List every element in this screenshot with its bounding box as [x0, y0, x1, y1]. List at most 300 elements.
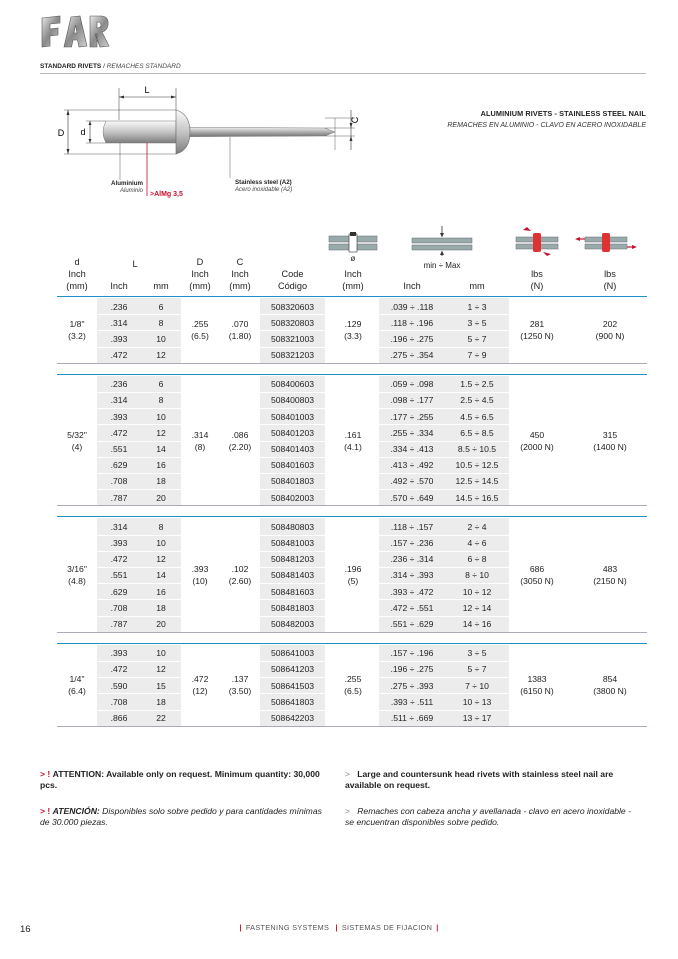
row-separator	[97, 710, 181, 711]
row-separator	[379, 551, 509, 552]
row-separator	[97, 599, 181, 600]
row-separator	[260, 616, 325, 617]
cell-grip-inch: .039 ÷ .118	[390, 301, 434, 312]
row-separator	[97, 535, 181, 536]
cell-L-mm: 16	[156, 586, 166, 597]
row-separator	[379, 441, 509, 442]
product-title: ALUMINIUM RIVETS - STAINLESS STEEL NAIL	[480, 109, 646, 118]
group-bottom-rule	[57, 363, 647, 364]
col-hole-symbol: ø	[350, 254, 356, 263]
cell-D-mm: (8)	[194, 441, 206, 452]
cell-grip-inch: .177 ÷ .255	[390, 411, 434, 422]
cell-L-mm: 14	[156, 570, 166, 581]
row-separator	[97, 424, 181, 425]
row-separator	[260, 441, 325, 442]
row-separator	[379, 710, 509, 711]
row-separator	[379, 408, 509, 409]
cell-hole-inch: .196	[344, 564, 362, 575]
breadcrumb-separator: /	[103, 63, 105, 70]
cell-tensile-n: (3800 N)	[593, 686, 627, 697]
group-top-rule	[57, 374, 647, 375]
col-L-label: L	[132, 259, 138, 269]
row-separator	[260, 693, 325, 694]
dim-D-label: D	[57, 128, 65, 138]
row-separator	[379, 599, 509, 600]
cell-tensile-lbs: 854	[602, 674, 618, 685]
cell-D-mm: (6.5)	[191, 331, 209, 342]
group-bottom-rule	[57, 632, 647, 633]
col-hole-unit-inch: Inch	[344, 269, 362, 279]
row-separator	[379, 424, 509, 425]
cell-code: 508480803	[270, 521, 314, 532]
cell-code: 508321003	[270, 333, 314, 344]
cell-L-mm: 18	[156, 476, 166, 487]
col-C-label: C	[236, 257, 244, 267]
cell-grip-mm: 3 ÷ 5	[467, 648, 487, 659]
cell-L-mm: 12	[156, 664, 166, 675]
row-separator	[97, 677, 181, 678]
footer-right: SISTEMAS DE FIJACION	[341, 923, 433, 932]
note-marker: >	[345, 769, 351, 779]
cell-shear-n: (2000 N)	[520, 441, 554, 452]
cell-L-mm: 8	[158, 317, 164, 328]
note-attention-es	[40, 806, 330, 828]
row-separator	[260, 424, 325, 425]
cell-code: 508481603	[270, 586, 314, 597]
cell-L-mm: 8	[158, 395, 164, 406]
cell-grip-mm: 10 ÷ 13	[462, 696, 492, 707]
cell-grip-inch: .393 ÷ .472	[390, 586, 434, 597]
cell-grip-inch: .492 ÷ .570	[390, 476, 434, 487]
cell-code: 508401403	[270, 444, 314, 455]
group-bottom-rule	[57, 726, 647, 727]
note-attention-en	[40, 769, 330, 791]
cell-grip-mm: 4.5 ÷ 6.5	[460, 411, 494, 422]
col-shear-unit-lbs: lbs	[531, 269, 543, 279]
cell-shear-n: (3050 N)	[520, 576, 554, 587]
col-D-label: D	[196, 257, 204, 267]
row-separator	[97, 567, 181, 568]
cell-L-inch: .393	[110, 333, 128, 344]
row-separator	[97, 661, 181, 662]
cell-d-inch: 5/32"	[67, 429, 87, 440]
cell-grip-mm: 6.5 ÷ 8.5	[460, 427, 494, 438]
row-separator	[379, 661, 509, 662]
brand-logo	[40, 14, 110, 50]
rivet-diagram	[50, 80, 380, 210]
breadcrumb-section: STANDARD RIVETS	[40, 63, 102, 70]
row-separator	[97, 693, 181, 694]
col-grip-mm: mm	[469, 281, 485, 291]
row-separator	[260, 599, 325, 600]
cell-C-mm: (2.60)	[228, 576, 252, 587]
row-separator	[260, 392, 325, 393]
row-separator	[379, 473, 509, 474]
row-separator	[260, 551, 325, 552]
note-text: Remaches con cabeza ancha y avellanada - clavo en acero inoxidable - se encuentran disponibles sobre pedido.	[345, 806, 631, 827]
breadcrumb	[40, 63, 181, 70]
cell-shear-lbs: 450	[529, 429, 545, 440]
row-separator	[260, 347, 325, 348]
row-separator	[260, 473, 325, 474]
cell-hole-inch: .161	[344, 429, 362, 440]
row-separator	[260, 661, 325, 662]
body-material-label: Aluminium	[111, 180, 143, 187]
cell-grip-mm: 10.5 ÷ 12.5	[455, 460, 499, 471]
cell-L-inch: .708	[110, 602, 128, 613]
group-top-rule	[57, 643, 647, 644]
grip-range-icon	[412, 226, 472, 256]
dim-d-label: d	[80, 127, 86, 137]
cell-grip-mm: 2.5 ÷ 4.5	[460, 395, 494, 406]
page-number: 16	[20, 924, 31, 935]
cell-grip-mm: 8.5 ÷ 10.5	[457, 444, 497, 455]
cell-L-mm: 6	[158, 379, 164, 390]
cell-grip-inch: .511 ÷ .669	[390, 713, 434, 724]
cell-L-inch: .314	[110, 395, 128, 406]
row-separator	[97, 314, 181, 315]
cell-shear-lbs: 686	[529, 564, 545, 575]
cell-hole-inch: .129	[344, 319, 362, 330]
col-d-unit-inch: Inch	[68, 269, 86, 279]
row-separator	[260, 710, 325, 711]
cell-grip-mm: 14.5 ÷ 16.5	[455, 492, 499, 503]
row-separator	[260, 677, 325, 678]
col-shear-unit-n: (N)	[530, 281, 544, 291]
cell-grip-mm: 1 ÷ 3	[467, 301, 487, 312]
cell-code: 508642203	[270, 713, 314, 724]
cell-tensile-lbs: 202	[602, 319, 618, 330]
cell-shear-n: (1250 N)	[520, 331, 554, 342]
col-C-unit-inch: Inch	[231, 269, 249, 279]
row-separator	[97, 347, 181, 348]
row-separator	[97, 551, 181, 552]
col-d-label: d	[74, 257, 80, 267]
cell-code: 508401203	[270, 427, 314, 438]
cell-L-inch: .787	[110, 619, 128, 630]
group-bottom-rule	[57, 505, 647, 506]
page-footer: | FASTENING SYSTEMS | SISTEMAS DE FIJACION |	[239, 923, 439, 932]
cell-L-inch: .551	[110, 444, 128, 455]
cell-grip-mm: 7 ÷ 9	[467, 350, 487, 361]
dim-C-label: C	[350, 116, 360, 124]
cell-L-mm: 20	[156, 619, 166, 630]
cell-code: 508320803	[270, 317, 314, 328]
cell-code: 508401603	[270, 460, 314, 471]
cell-C-mm: (3.50)	[228, 686, 252, 697]
cell-L-mm: 12	[156, 427, 166, 438]
col-D-unit-mm: (mm)	[189, 281, 211, 291]
cell-code: 508401003	[270, 411, 314, 422]
cell-D-inch: .472	[191, 674, 209, 685]
cell-grip-inch: .118 ÷ .196	[390, 317, 434, 328]
header-divider	[40, 73, 646, 74]
row-separator	[379, 583, 509, 584]
cell-d-mm: (4.8)	[68, 576, 86, 587]
cell-grip-inch: .196 ÷ .275	[390, 333, 434, 344]
cell-C-inch: .102	[231, 564, 249, 575]
cell-D-inch: .314	[191, 429, 209, 440]
col-L-inch: Inch	[110, 281, 128, 291]
cell-tensile-n: (900 N)	[595, 331, 625, 342]
row-separator	[260, 314, 325, 315]
cell-L-inch: .314	[110, 521, 128, 532]
cell-d-inch: 3/16"	[67, 564, 87, 575]
shear-strength-icon	[516, 227, 558, 256]
body-material-label-es: Aluminio	[119, 188, 143, 194]
cell-hole-mm: (4.1)	[344, 441, 362, 452]
cell-code: 508641203	[270, 664, 314, 675]
row-separator	[260, 535, 325, 536]
col-tensile-unit-n: (N)	[603, 281, 617, 291]
cell-L-inch: .629	[110, 460, 128, 471]
hole-diameter-icon	[329, 232, 377, 252]
cell-L-inch: .393	[110, 411, 128, 422]
row-separator	[379, 567, 509, 568]
cell-code: 508400603	[270, 379, 314, 390]
note-large-head-en	[345, 769, 635, 791]
table-group	[57, 645, 647, 726]
row-separator	[97, 583, 181, 584]
cell-grip-inch: .157 ÷ .236	[390, 538, 434, 549]
cell-grip-inch: .196 ÷ .275	[390, 664, 434, 675]
row-separator	[379, 392, 509, 393]
row-separator	[97, 489, 181, 490]
cell-L-inch: .708	[110, 696, 128, 707]
cell-grip-mm: 2 ÷ 4	[467, 521, 487, 532]
cell-grip-mm: 12 ÷ 14	[462, 602, 492, 613]
cell-d-mm: (4)	[71, 441, 83, 452]
cell-grip-mm: 1.5 ÷ 2.5	[460, 379, 494, 390]
row-separator	[260, 489, 325, 490]
cell-code: 508402003	[270, 492, 314, 503]
cell-L-inch: .472	[110, 554, 128, 565]
cell-grip-mm: 13 ÷ 17	[462, 713, 492, 724]
cell-code: 508401803	[270, 476, 314, 487]
cell-grip-inch: .393 ÷ .511	[390, 696, 434, 707]
cell-d-mm: (3.2)	[68, 331, 86, 342]
cell-L-mm: 6	[158, 301, 164, 312]
cell-L-mm: 12	[156, 350, 166, 361]
cell-L-mm: 20	[156, 492, 166, 503]
cell-L-mm: 14	[156, 444, 166, 455]
cell-L-mm: 18	[156, 696, 166, 707]
cell-code: 508481003	[270, 538, 314, 549]
cell-tensile-lbs: 483	[602, 564, 618, 575]
cell-D-mm: (12)	[192, 686, 208, 697]
cell-L-inch: .629	[110, 586, 128, 597]
col-hole-unit-mm: (mm)	[342, 281, 364, 291]
cell-grip-inch: .275 ÷ .393	[390, 680, 434, 691]
cell-code: 508320603	[270, 301, 314, 312]
cell-shear-lbs: 1383	[527, 674, 547, 685]
cell-code: 508481403	[270, 570, 314, 581]
row-separator	[379, 535, 509, 536]
row-separator	[379, 330, 509, 331]
nail-material-label-es: Acero inoxidable (A2)	[235, 187, 293, 193]
row-separator	[379, 457, 509, 458]
nail-material-label: Stainless steel (A2)	[235, 179, 292, 186]
cell-L-mm: 10	[156, 333, 166, 344]
cell-grip-mm: 4 ÷ 6	[467, 538, 487, 549]
cell-d-mm: (6.4)	[68, 686, 86, 697]
row-separator	[379, 677, 509, 678]
cell-grip-inch: .551 ÷ .629	[390, 619, 434, 630]
cell-grip-mm: 10 ÷ 12	[462, 586, 492, 597]
row-separator	[260, 408, 325, 409]
cell-tensile-n: (2150 N)	[593, 576, 627, 587]
cell-L-inch: .708	[110, 476, 128, 487]
tensile-strength-icon	[575, 233, 637, 252]
row-separator	[97, 441, 181, 442]
row-separator	[260, 567, 325, 568]
row-separator	[97, 457, 181, 458]
cell-L-inch: .551	[110, 570, 128, 581]
cell-D-mm: (10)	[192, 576, 208, 587]
cell-L-inch: .472	[110, 664, 128, 675]
cell-code: 508321203	[270, 350, 314, 361]
table-group	[57, 518, 647, 631]
cell-L-mm: 10	[156, 411, 166, 422]
cell-tensile-lbs: 315	[602, 429, 618, 440]
table-group	[57, 376, 647, 506]
cell-L-mm: 22	[156, 713, 166, 724]
row-separator	[260, 457, 325, 458]
note-marker: > !	[40, 806, 51, 816]
col-tensile-unit-lbs: lbs	[604, 269, 616, 279]
cell-C-mm: (2.20)	[228, 441, 252, 452]
cell-grip-inch: .098 ÷ .177	[390, 395, 434, 406]
footer-left: FASTENING SYSTEMS	[245, 923, 330, 932]
cell-C-inch: .137	[231, 674, 249, 685]
cell-hole-mm: (5)	[347, 576, 359, 587]
col-grip-inch: Inch	[403, 281, 421, 291]
row-separator	[379, 347, 509, 348]
col-code-label: Code	[281, 269, 304, 279]
cell-code: 508481203	[270, 554, 314, 565]
col-D-unit-inch: Inch	[191, 269, 209, 279]
cell-L-mm: 15	[156, 680, 166, 691]
cell-code: 508641803	[270, 696, 314, 707]
cell-L-mm: 8	[158, 521, 164, 532]
note-text: Large and countersunk head rivets with stainless steel nail are available on request.	[345, 769, 614, 790]
cell-grip-inch: .472 ÷ .551	[390, 602, 434, 613]
cell-code: 508641503	[270, 680, 314, 691]
cell-grip-mm: 8 ÷ 10	[465, 570, 489, 581]
cell-L-inch: .236	[110, 301, 128, 312]
cell-code: 508641003	[270, 648, 314, 659]
note-large-head-es	[345, 806, 635, 828]
row-separator	[97, 473, 181, 474]
cell-L-inch: .393	[110, 538, 128, 549]
cell-L-inch: .472	[110, 350, 128, 361]
cell-C-mm: (1.80)	[228, 331, 252, 342]
cell-L-mm: 18	[156, 602, 166, 613]
col-grip-label: min ÷ Max	[423, 261, 461, 270]
row-separator	[97, 392, 181, 393]
cell-grip-inch: .118 ÷ .157	[390, 521, 434, 532]
header-icons	[57, 226, 647, 256]
cell-L-inch: .393	[110, 648, 128, 659]
cell-grip-inch: .059 ÷ .098	[390, 379, 434, 390]
cell-grip-inch: .314 ÷ .393	[390, 570, 434, 581]
cell-grip-mm: 5 ÷ 7	[467, 333, 487, 344]
cell-grip-inch: .334 ÷ .413	[390, 444, 434, 455]
note-text: Disponibles solo sobre pedido y para cantidades mínimas de 30.000 piezas.	[40, 806, 322, 827]
cell-L-inch: .472	[110, 427, 128, 438]
cell-grip-mm: 3 ÷ 5	[467, 317, 487, 328]
cell-hole-mm: (6.5)	[344, 686, 362, 697]
col-code-label-es: Código	[277, 281, 308, 291]
cell-grip-mm: 5 ÷ 7	[467, 664, 487, 675]
cell-grip-inch: .275 ÷ .354	[390, 350, 434, 361]
cell-grip-inch: .570 ÷ .649	[390, 492, 434, 503]
cell-D-inch: .255	[191, 319, 209, 330]
cell-code: 508400803	[270, 395, 314, 406]
cell-L-inch: .787	[110, 492, 128, 503]
product-title-es: REMACHES EN ALUMINIO - CLAVO EN ACERO INOXIDABLE	[447, 122, 646, 129]
cell-D-inch: .393	[191, 564, 209, 575]
cell-code: 508481803	[270, 602, 314, 613]
cell-grip-mm: 6 ÷ 8	[467, 554, 487, 565]
cell-C-inch: .086	[231, 429, 249, 440]
cell-grip-mm: 12.5 ÷ 14.5	[455, 476, 499, 487]
row-separator	[379, 616, 509, 617]
row-separator	[260, 583, 325, 584]
cell-grip-inch: .236 ÷ .314	[390, 554, 434, 565]
cell-L-mm: 10	[156, 538, 166, 549]
row-separator	[379, 693, 509, 694]
col-L-mm: mm	[153, 281, 169, 291]
cell-grip-inch: .413 ÷ .492	[390, 460, 434, 471]
cell-shear-n: (6150 N)	[520, 686, 554, 697]
col-d-unit-mm: (mm)	[66, 281, 88, 291]
cell-L-mm: 12	[156, 554, 166, 565]
breadcrumb-section-es: REMACHES STANDARD	[106, 63, 181, 70]
row-separator	[379, 314, 509, 315]
cell-grip-inch: .255 ÷ .334	[390, 427, 434, 438]
note-text: ATTENTION: Available only on request. Minimum quantity: 30,000 pcs.	[40, 769, 320, 790]
row-separator	[97, 330, 181, 331]
group-top-rule	[57, 516, 647, 517]
cell-d-inch: 1/4"	[69, 674, 85, 685]
row-separator	[97, 616, 181, 617]
cell-grip-mm: 14 ÷ 16	[462, 619, 492, 630]
cell-grip-mm: 7 ÷ 10	[465, 680, 489, 691]
cell-L-inch: .866	[110, 713, 128, 724]
note-marker: > !	[40, 769, 51, 779]
col-C-unit-mm: (mm)	[229, 281, 251, 291]
cell-tensile-n: (1400 N)	[593, 441, 627, 452]
cell-C-inch: .070	[231, 319, 249, 330]
cell-L-inch: .314	[110, 317, 128, 328]
row-separator	[97, 408, 181, 409]
cell-hole-mm: (3.3)	[344, 331, 362, 342]
cell-shear-lbs: 281	[529, 319, 545, 330]
row-separator	[260, 330, 325, 331]
row-separator	[379, 489, 509, 490]
cell-grip-inch: .157 ÷ .196	[390, 648, 434, 659]
cell-L-mm: 10	[156, 648, 166, 659]
alloy-label: >AlMg 3,5	[150, 191, 183, 198]
dim-L-label: L	[144, 85, 150, 95]
cell-code: 508482003	[270, 619, 314, 630]
cell-hole-inch: .255	[344, 674, 362, 685]
header-rule	[57, 296, 647, 297]
note-marker: >	[345, 806, 351, 816]
cell-L-inch: .236	[110, 379, 128, 390]
table-group	[57, 298, 647, 363]
